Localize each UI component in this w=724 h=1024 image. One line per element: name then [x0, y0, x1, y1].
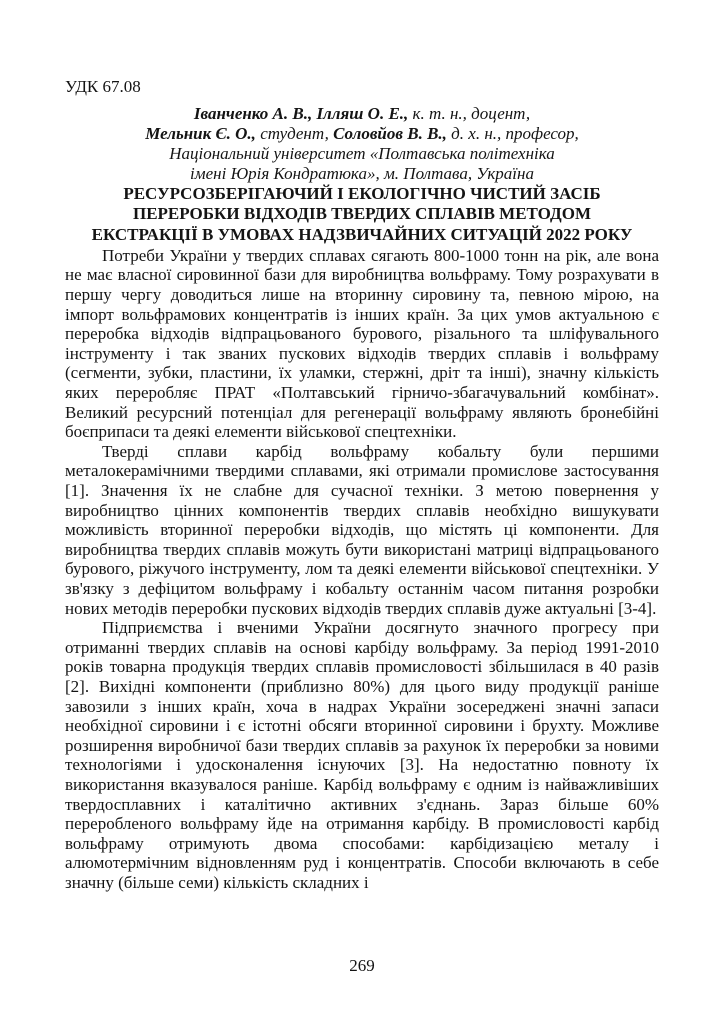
- affiliation-line-2: імені Юрія Кондратюка», м. Полтава, Україна: [190, 164, 534, 183]
- paragraph: Підприємства і вченими України досягнуто значного прогресу при отриманні твердих сплавів на основі карбіду вольфраму. За період 1991-2010 років товарна продукція твердих сплавів промисловості збільшилася в 40 разів [2]. Вихідні компоненти (приблизно 80%) для цього виду продукції раніше завозили з інших країн, хоча в надрах України зосереджені значні запаси необхідної сировини і є істотні обсяги вторинної сировини і брухту. Можливе розширення виробничої бази твердих сплавів за рахунок їх переробки за новими технологіями і удосконалення існуючих [3]. На недостатню повноту їх використання вказувалося раніше. Карбід вольфраму є одним із найважливіших твердосплавних і каталітично активних з'єднань. Зараз більше 60% переробленого вольфраму йде на отримання карбіду. В промисловості карбід вольфраму отримують двома способами: карбідизацією металу і алюмотермічним відновленням руд і концентратів. Способи включають в себе значну (більше семи) кількість складних і: [65, 618, 659, 892]
- authors-block: [65, 104, 659, 184]
- affiliation-line-1: Національний університет «Полтавська політехніка: [169, 144, 555, 163]
- paper-title: [65, 184, 659, 245]
- author-role-2b: д. х. н., професор,: [446, 124, 579, 143]
- author-roles-1: к. т. н., доцент,: [408, 104, 531, 123]
- author-name-2b: Соловйов В. В.,: [333, 124, 447, 143]
- page-number: 269: [349, 956, 375, 975]
- page-content: [65, 77, 659, 892]
- paragraph: Потреби України у твердих сплавах сягають 800-1000 тонн на рік, але вона не має власної сировинної бази для виробництва вольфраму. Тому розрахувати в першу чергу доводиться лише на вторинну сировину та, певною мірою, на імпорт вольфрамових концентратів із інших країн. За цих умов актуальною є переробка відходів відпрацьованого бурового, різального та шліфувального інструменту і так званих пускових відходів твердих сплавів і вольфраму (сегменти, зубки, пластини, їх уламки, стержні, дріт та інші), значну кількість яких переробляє ПРАТ «Полтавський гірничо-збагачувальний комбінат». Великий ресурсний потенціал для регенерації вольфраму являють бронебійні боєприпаси та деякі елементи військової спецтехніки.: [65, 245, 659, 442]
- author-line-1: [65, 104, 659, 124]
- paper-title-line-3: ЕКСТРАКЦІЇ В УМОВАХ НАДЗВИЧАЙНИХ СИТУАЦІЙ 2022 РОКУ: [91, 224, 633, 244]
- udc-code: УДК 67.08: [65, 77, 141, 96]
- paper-body: [65, 246, 659, 893]
- author-role-2a: студент,: [255, 124, 334, 143]
- author-name-2a: Мельник Є. О.,: [145, 124, 256, 143]
- author-names-1: Іванченко А. В., Ілляш О. Е.,: [193, 104, 409, 123]
- author-line-2: [65, 124, 659, 144]
- paragraph: Тверді сплави карбід вольфраму кобальту були першими металокерамічними твердими сплавами, які отримали промислове застосування [1]. Значення їх не слабне для сучасної техніки. З метою повернення у виробництво цінних компонентів твердих сплавів необхідно вишукувати можливість вторинної переробки відходів, що містять ці компоненти. Для виробництва твердих сплавів можуть бути використані матриці відпрацьованого бурового, ріжучого інструменту, лом та деякі елементи військової спецтехніки. У зв'язку з дефіцитом вольфраму і кобальту останнім часом питання розробки нових методів переробки пускових відходів твердих сплавів дуже актуальні [3-4].: [65, 441, 659, 618]
- paper-title-line-1: РЕСУРСОЗБЕРІГАЮЧИЙ І ЕКОЛОГІЧНО ЧИСТИЙ ЗАСІБ: [123, 184, 601, 203]
- paper-title-line-2: ПЕРЕРОБКИ ВІДХОДІВ ТВЕРДИХ СПЛАВІВ МЕТОДОМ: [132, 204, 592, 224]
